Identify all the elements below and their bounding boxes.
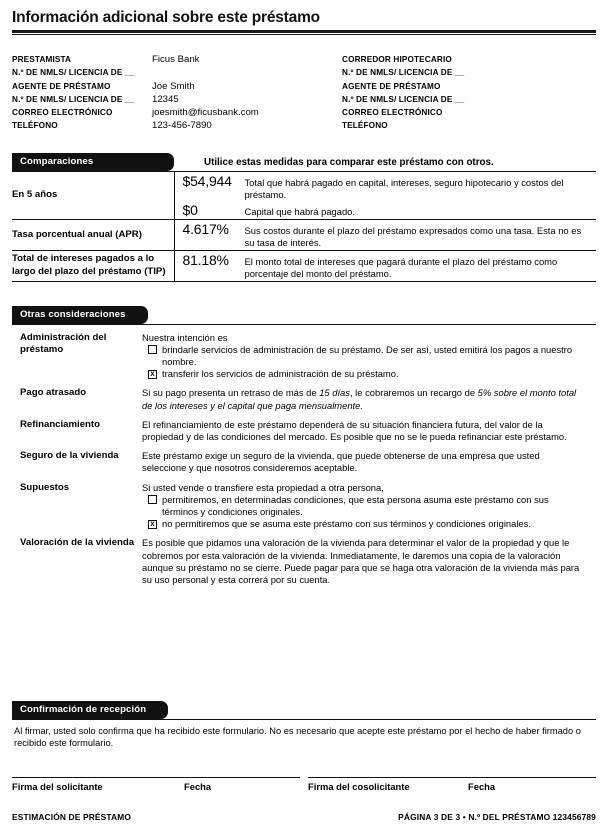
signature-section	[12, 777, 596, 792]
amount-5yr-total: $54,944	[182, 172, 232, 189]
body-home-insurance: Este préstamo exige un seguro de la vivienda, que puede obtenerse de una empresa que usted seleccione y que nosotros consideremos aceptable.	[142, 450, 540, 474]
label-applicant-signature: Firma del solicitante	[12, 781, 103, 792]
broker-labels	[342, 53, 482, 133]
assumption-intro: Si usted vende o transfiere esta propiedad a otra persona,	[142, 481, 384, 493]
comparison-line	[175, 220, 597, 250]
desc-5yr-total: Total que habrá pagado en capital, intereses, seguro hipotecario y costos del préstamo.	[244, 176, 564, 200]
coapplicant-signature-block[interactable]	[308, 777, 596, 792]
row-refinance	[12, 412, 596, 443]
row-body-apr	[174, 220, 596, 251]
desc-5yr-principal: Capital que habrá pagado.	[244, 206, 356, 218]
comparisons-bar-label: Comparaciones	[12, 153, 174, 171]
row-home-insurance	[12, 443, 596, 474]
confirmation-header	[12, 699, 596, 719]
servicing-option-1[interactable]	[142, 344, 586, 368]
servicing-option-2-text: transferir los servicios de administración de su préstamo.	[162, 368, 399, 380]
checkbox-checked-icon[interactable]	[148, 520, 157, 529]
confirmation-text: Al firmar, usted solo confirma que ha recibido este formulario. No es necesario que acepte este préstamo por el hecho de haber firmado o recibido este formulario.	[14, 726, 581, 749]
title-divider	[12, 30, 596, 35]
assumption-option-2[interactable]	[142, 518, 586, 530]
value-nmls-2: 12345	[152, 93, 179, 105]
row-label-apr: Tasa porcentual anual (APR)	[12, 220, 174, 251]
label-agente: AGENTE DE PRÉSTAMO	[12, 81, 111, 91]
assumption-option-1[interactable]	[142, 494, 586, 518]
row-label-tip: Total de intereses pagados a lo largo del plazo del préstamo (TIP)	[12, 250, 174, 281]
label-corredor: CORREDOR HIPOTECARIO	[342, 55, 452, 64]
label-home-insurance: Seguro de la vivienda	[20, 450, 119, 462]
body-assumption	[142, 482, 596, 531]
checkbox-icon[interactable]	[148, 345, 157, 354]
body-late-payment	[142, 387, 596, 411]
late-payment-days: 15 días	[319, 387, 350, 399]
lender-values	[152, 53, 342, 133]
comparison-line	[175, 172, 597, 202]
footer-page-info: PÁGINA 3 DE 3 • N.º DEL PRÉSTAMO 123456789	[398, 812, 596, 822]
label-nmls-2: N.º DE NMLS/ LICENCIA DE __	[12, 94, 135, 104]
desc-tip: El monto total de intereses que pagará durante el plazo del préstamo como porcentaje del monto del préstamo.	[244, 255, 558, 279]
table-row	[12, 250, 596, 281]
contact-information-block	[12, 53, 596, 133]
broker-contact-column	[342, 53, 592, 133]
assumption-option-2-text: no permitiremos que se asuma este préstamo con sus términos y condiciones originales.	[162, 518, 531, 530]
label-correo: CORREO ELECTRÓNICO	[12, 108, 113, 118]
comparisons-header	[12, 153, 596, 171]
label-applicant-date: Fecha	[184, 781, 212, 792]
label-broker-nmls-1: N.º DE NMLS/ LICENCIA DE __	[342, 68, 465, 78]
label-coapplicant-date: Fecha	[468, 781, 496, 792]
assumption-option-1-text: permitiremos, en determinadas condiciones, que esta persona asuma este préstamo con sus términos y condiciones originales.	[162, 493, 549, 517]
label-appraisal: Valoración de la vivienda	[20, 537, 135, 549]
row-assumption	[12, 475, 596, 531]
row-label-en-5-anos: En 5 años	[12, 171, 174, 220]
label-nmls-1: N.º DE NMLS/ LICENCIA DE __	[12, 68, 135, 78]
servicing-intro: Nuestra intención es	[142, 331, 228, 343]
row-body-en-5-anos	[174, 171, 596, 220]
body-loan-servicing	[142, 332, 596, 381]
value-telefono: 123-456-7890	[152, 120, 212, 132]
value-prestamista: Ficus Bank	[152, 54, 200, 65]
label-broker-telefono: TELÉFONO	[342, 121, 388, 131]
label-broker-nmls-2: N.º DE NMLS/ LICENCIA DE __	[342, 94, 465, 104]
row-body-tip	[174, 250, 596, 281]
other-considerations-bar-label: Otras consideraciones	[12, 306, 148, 324]
label-coapplicant-signature: Firma del cosolicitante	[308, 781, 410, 792]
checkbox-checked-icon[interactable]	[148, 370, 157, 379]
row-appraisal	[12, 530, 596, 586]
comparisons-table	[12, 171, 596, 282]
late-payment-text-1: Si su pago presenta un retraso de más de	[142, 387, 320, 399]
late-payment-charge: 5% sobre el monto total de los intereses y el capital que paga mensualmente.	[142, 387, 577, 411]
label-late-payment: Pago atrasado	[20, 387, 87, 399]
label-refinance: Refinanciamiento	[20, 418, 100, 430]
footer-form-name: ESTIMACIÓN DE PRÉSTAMO	[12, 812, 132, 822]
desc-apr: Sus costos durante el plazo del préstamo expresados como una tasa. Esta no es su tasa de interés.	[244, 225, 582, 249]
table-row	[12, 171, 596, 220]
servicing-option-2[interactable]	[142, 368, 586, 380]
amount-apr: 4.617%	[182, 221, 229, 238]
amount-5yr-principal: $0	[182, 202, 198, 219]
label-telefono: TELÉFONO	[12, 121, 58, 131]
confirmation-section	[12, 699, 596, 749]
lender-contact-column	[12, 53, 342, 133]
comparison-line	[175, 251, 597, 281]
row-late-payment	[12, 380, 596, 411]
body-refinance: El refinanciamiento de este préstamo dependerá de su situación financiera futura, del valor de la propiedad y de las condiciones del mercado. Es posible que no se le pueda refinanciar este préstamo.	[142, 418, 567, 442]
applicant-signature-labels	[12, 778, 300, 792]
checkbox-icon[interactable]	[148, 495, 157, 504]
value-correo: joesmith@ficusbank.com	[152, 107, 259, 119]
applicant-signature-block[interactable]	[12, 777, 300, 792]
comparison-line	[175, 201, 597, 219]
lender-labels	[12, 53, 152, 133]
row-loan-servicing	[12, 325, 596, 381]
confirmation-bar-label: Confirmación de recepción	[12, 701, 168, 719]
servicing-option-1-text: brindarle servicios de administración de su préstamo. De ser así, usted emitirá los pagos a nuestro nombre.	[162, 343, 573, 367]
late-payment-text-2: , le cobraremos un recargo de	[349, 387, 478, 399]
value-nmls-1	[152, 66, 342, 79]
page-footer	[12, 812, 596, 822]
label-prestamista: PRESTAMISTA	[12, 55, 72, 64]
coapplicant-signature-labels	[308, 778, 596, 792]
other-considerations-header	[12, 304, 596, 324]
page-title: Información adicional sobre este préstamo	[12, 9, 320, 26]
label-loan-servicing: Administración del préstamo	[20, 331, 107, 355]
label-assumption: Supuestos	[20, 481, 70, 493]
table-row	[12, 220, 596, 251]
body-appraisal: Es posible que pidamos una valoración de la vivienda para determinar el valor de la propiedad y que le cobremos por esta valoración de la vivienda. Inmediatamente, le daremos una copia de la valoración aunque su préstamo no se cierre. Puede pagar para que se haga otra valoración de la vivienda más para su uso personal y esta correrá por su cuenta.	[142, 537, 580, 586]
value-agente: Joe Smith	[152, 80, 195, 92]
section-spacer	[12, 282, 596, 304]
label-broker-agente: AGENTE DE PRÉSTAMO	[342, 81, 441, 91]
label-broker-correo: CORREO ELECTRÓNICO	[342, 108, 443, 118]
amount-tip: 81.18%	[182, 251, 229, 268]
comparisons-heading: Utilice estas medidas para comparar este préstamo con otros.	[204, 156, 494, 168]
